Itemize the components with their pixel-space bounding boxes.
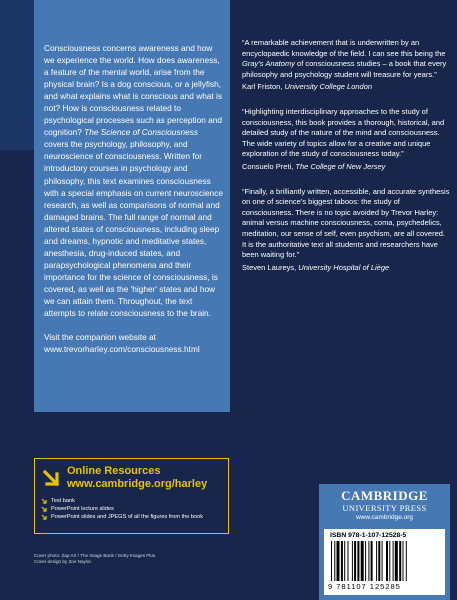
book-title: The Science of Consciousness	[84, 127, 199, 138]
quote-text: “Highlighting interdisciplinary approaches to the study of consciousness, this book provides a thorough, historical, and detailed study of the nature of the mind and consciousness. The wide variety of topics allow for a creative and unique exploration of the study of consciousness today.”	[242, 106, 445, 159]
list-item	[41, 505, 222, 513]
credit-design: Cover design by Zoe Naylor.	[34, 559, 92, 565]
online-resources-box	[34, 458, 229, 534]
publisher-block	[319, 484, 450, 600]
arrow-icon	[41, 514, 47, 520]
author-affiliation: The College of New Jersey	[295, 161, 386, 171]
list-item-label: Test bank	[51, 498, 75, 504]
author-name: Karl Friston,	[242, 82, 285, 92]
review-author	[242, 263, 450, 274]
barcode-icon	[329, 541, 440, 581]
quote-text: of consciousness studies – a book that every philosophy and psychology student will treasure for years.”	[242, 59, 447, 79]
review-1	[242, 38, 450, 93]
description-text	[44, 42, 224, 319]
list-item	[41, 513, 222, 521]
publisher-url: www.cambridge.org	[355, 514, 414, 521]
quote-italic: Gray’s Anatomy	[242, 59, 295, 69]
online-resources-list	[41, 497, 222, 521]
credit-photo: Cover photo: Zap Art / The Image Bank / Getty Images Plus.	[34, 553, 157, 558]
online-resources-header	[41, 465, 222, 491]
quote-text: “A remarkable achievement that is underwritten by an encyclopaedic knowledge of the field. I can see this being the	[242, 38, 446, 58]
description-part-1: Consciousness concerns awareness and how we experience the world. How does awareness, a feature of the mental world, arise from the physical brain? Is a dog conscious, or a jellyfish, and what explains what is conscious and what is not? How is consciousness related to psychological processes such as perception and cognition?	[44, 43, 223, 138]
review-author	[242, 162, 450, 173]
online-resources-heading	[67, 465, 207, 491]
review-quote	[242, 107, 450, 160]
author-name: Steven Laureys,	[242, 262, 299, 272]
isbn: ISBN 978-1-107-12528-5	[330, 532, 407, 539]
barcode-box	[324, 529, 445, 595]
review-3	[242, 187, 450, 274]
author-affiliation: University College London	[284, 82, 373, 92]
quote-text: “Finally, a brilliantly written, accessible, and accurate synthesis on one of science’s biggest taboos: the study of consciousness. There is no topic avoided by Trevor Harley: animal versus machine consciousness, coma, psychedelics, meditation, our sense of self, even psychism, are all covered. It is the authoritative text all students and researchers have been waiting for.”	[242, 186, 450, 260]
arrow-icon	[41, 468, 61, 488]
cover-edge-block	[0, 0, 34, 150]
cover-credits	[34, 553, 234, 566]
publisher-subname: UNIVERSITY PRESS	[342, 503, 427, 513]
list-item	[41, 497, 222, 505]
review-quote	[242, 187, 450, 261]
companion-website-text: Visit the companion website at www.trevorharley.com/consciousness.html	[44, 332, 200, 355]
online-resources-title: Online Resources	[67, 465, 161, 477]
barcode-number: 9 781107 125285	[328, 582, 401, 591]
author-affiliation: University Hospital of Liège	[298, 262, 390, 272]
online-resources-url[interactable]: www.cambridge.org/harley	[67, 478, 208, 490]
publisher-name: CAMBRIDGE	[341, 488, 428, 503]
review-2	[242, 107, 450, 173]
arrow-icon	[41, 506, 47, 512]
description-part-2: covers the psychology, philosophy, and neuroscience of consciousness. Written for introductory courses in psychology and philosophy, this text examines consciousness with a special emphasis on current neuroscience research, as well as comparisons of normal and damaged brains. The full range of normal and altered states of consciousness, including sleep and dreams, hypnotic and meditative states, anesthesia, drug-induced states, and parapsychological phenomena and their importance for the science of consciousness, is covered, as well as the 'higher' states and how we can attain them. Throughout, the text attempts to relate consciousness to the brain.	[44, 139, 223, 319]
description-panel	[34, 0, 230, 412]
list-item-label: PowerPoint slides and JPEGS of all the figures from the book	[51, 514, 204, 520]
review-author	[242, 82, 450, 93]
list-item-label: PowerPoint lecture slides	[51, 506, 114, 512]
arrow-icon	[41, 498, 47, 504]
review-quote	[242, 38, 450, 80]
reviews	[242, 38, 450, 287]
author-name: Consuelo Preti,	[242, 161, 296, 171]
